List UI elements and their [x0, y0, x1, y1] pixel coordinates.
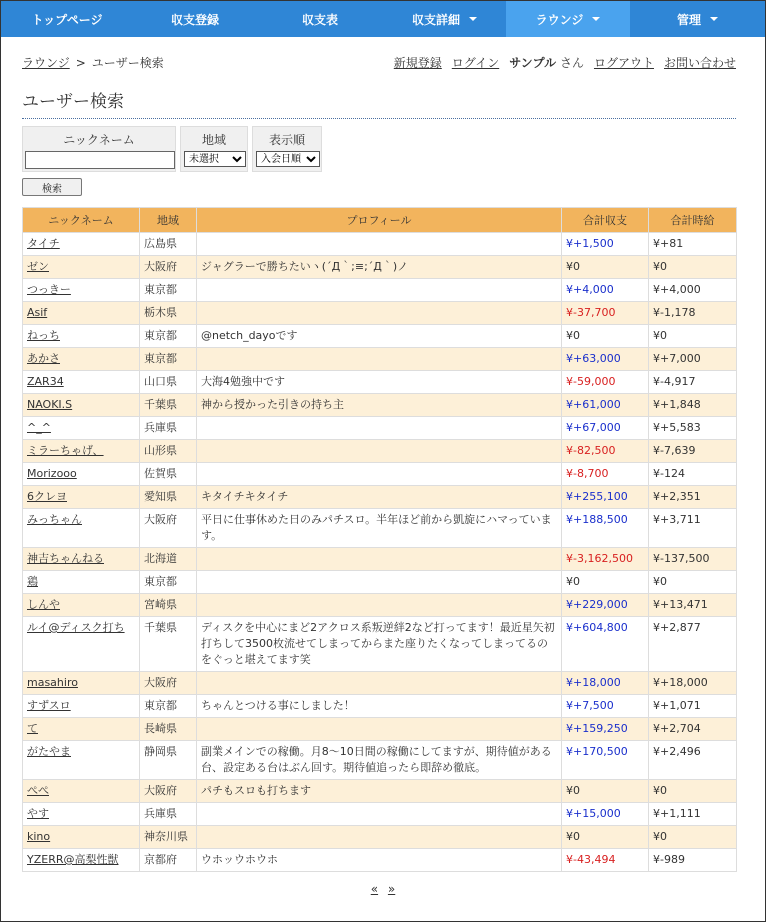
- total-cell: ¥+7,500: [562, 695, 649, 718]
- hourly-cell: ¥+18,000: [649, 672, 737, 695]
- total-cell: ¥0: [562, 571, 649, 594]
- nickname-cell: [23, 279, 140, 302]
- nickname-link[interactable]: みっちゃん: [27, 513, 82, 526]
- login-link[interactable]: ログイン: [451, 56, 500, 70]
- profile-cell: [197, 803, 562, 826]
- table-row: [23, 233, 737, 256]
- title-divider: [22, 118, 736, 119]
- nav-item-5[interactable]: [630, 1, 765, 37]
- hourly-cell: ¥-137,500: [649, 548, 737, 571]
- column-header: 合計時給: [649, 208, 737, 233]
- hourly-cell: ¥+81: [649, 233, 737, 256]
- profile-cell: ディスクを中心にまど2アクロス系叛逆絆2など打ってます！最近星矢初打ちして3500枚流せてしまってからまた座りたくなってしまってるのをぐっと堪えてます笑: [197, 617, 562, 672]
- hourly-cell: ¥0: [649, 256, 737, 279]
- profile-cell: [197, 279, 562, 302]
- profile-cell: [197, 233, 562, 256]
- total-cell: ¥+67,000: [562, 417, 649, 440]
- table-row: [23, 256, 737, 279]
- total-cell: ¥+63,000: [562, 348, 649, 371]
- hourly-cell: ¥-1,178: [649, 302, 737, 325]
- total-cell: ¥+159,250: [562, 718, 649, 741]
- table-row: [23, 394, 737, 417]
- total-cell: ¥0: [562, 325, 649, 348]
- table-row: [23, 548, 737, 571]
- profile-cell: キタイチキタイチ: [197, 486, 562, 509]
- total-cell: ¥+188,500: [562, 509, 649, 548]
- profile-cell: 大海4勉強中です: [197, 371, 562, 394]
- table-row: [23, 302, 737, 325]
- profile-cell: [197, 463, 562, 486]
- breadcrumb: [22, 54, 164, 71]
- total-cell: ¥+229,000: [562, 594, 649, 617]
- table-row: [23, 371, 737, 394]
- nickname-link[interactable]: すずスロ: [27, 699, 71, 712]
- region-cell: 北海道: [140, 548, 197, 571]
- pager-next-link[interactable]: »: [387, 882, 396, 896]
- nickname-cell: [23, 718, 140, 741]
- nickname-cell: [23, 548, 140, 571]
- table-header-row: [23, 208, 737, 233]
- contact-link[interactable]: お問い合わせ: [663, 56, 736, 70]
- total-cell: ¥+15,000: [562, 803, 649, 826]
- hourly-cell: ¥0: [649, 780, 737, 803]
- region-cell: 京都府: [140, 849, 197, 872]
- nickname-link[interactable]: やす: [27, 807, 49, 820]
- total-cell: ¥0: [562, 780, 649, 803]
- total-cell: ¥+1,500: [562, 233, 649, 256]
- account-links: [394, 54, 736, 71]
- profile-cell: [197, 548, 562, 571]
- order-filter-label: 表示順: [268, 133, 305, 147]
- nickname-link[interactable]: ミラーちゃげ、: [27, 444, 104, 457]
- hourly-cell: ¥+1,071: [649, 695, 737, 718]
- table-row: [23, 509, 737, 548]
- profile-cell: [197, 348, 562, 371]
- user-table: [22, 207, 737, 872]
- total-cell: ¥+61,000: [562, 394, 649, 417]
- table-row: [23, 486, 737, 509]
- total-cell: ¥-59,000: [562, 371, 649, 394]
- region-cell: 大阪府: [140, 509, 197, 548]
- profile-cell: [197, 594, 562, 617]
- nav-item-label: 収支表: [301, 12, 338, 27]
- nickname-link[interactable]: つっきー: [27, 283, 71, 296]
- nickname-cell: [23, 417, 140, 440]
- nickname-link[interactable]: あかさ: [27, 352, 60, 365]
- total-cell: ¥-43,494: [562, 849, 649, 872]
- table-row: [23, 826, 737, 849]
- nickname-link[interactable]: 神吉ちゃんねる: [27, 552, 104, 565]
- nickname-link[interactable]: タイチ: [27, 237, 60, 250]
- caret-down-icon: [592, 17, 600, 21]
- nickname-cell: [23, 394, 140, 417]
- page-title: ユーザー検索: [22, 92, 124, 112]
- region-cell: 東京都: [140, 695, 197, 718]
- nickname-link[interactable]: しんや: [27, 598, 60, 611]
- hourly-cell: ¥+13,471: [649, 594, 737, 617]
- nickname-cell: [23, 371, 140, 394]
- hourly-cell: ¥+5,583: [649, 417, 737, 440]
- total-cell: ¥-8,700: [562, 463, 649, 486]
- nav-item-label: トップページ: [31, 12, 103, 27]
- nav-item-1[interactable]: [133, 1, 257, 37]
- table-row: [23, 440, 737, 463]
- column-header: ニックネーム: [23, 208, 140, 233]
- region-filter-label: 地域: [201, 133, 226, 147]
- nickname-cell: [23, 617, 140, 672]
- nickname-filter: [22, 126, 176, 172]
- nickname-link[interactable]: ゼン: [27, 260, 49, 273]
- hourly-cell: ¥+2,704: [649, 718, 737, 741]
- nickname-cell: [23, 302, 140, 325]
- table-row: [23, 849, 737, 872]
- table-row: [23, 695, 737, 718]
- profile-cell: [197, 417, 562, 440]
- nickname-cell: [23, 695, 140, 718]
- nickname-link[interactable]: ルイ@ディスク打ち: [27, 621, 125, 634]
- pager: [0, 882, 766, 896]
- region-cell: 千葉県: [140, 617, 197, 672]
- nickname-cell: [23, 463, 140, 486]
- pager-prev-link[interactable]: «: [370, 882, 379, 896]
- nickname-link[interactable]: ZAR34: [27, 375, 64, 388]
- nickname-link[interactable]: YZERR@高梨性獣: [27, 853, 119, 866]
- total-cell: ¥+604,800: [562, 617, 649, 672]
- profile-cell: [197, 440, 562, 463]
- nickname-cell: [23, 741, 140, 780]
- hourly-cell: ¥+3,711: [649, 509, 737, 548]
- nickname-filter-label: ニックネーム: [63, 133, 135, 147]
- nickname-cell: [23, 256, 140, 279]
- region-cell: 広島県: [140, 233, 197, 256]
- region-cell: 兵庫県: [140, 803, 197, 826]
- hourly-cell: ¥0: [649, 571, 737, 594]
- breadcrumb-separator: >: [75, 56, 86, 70]
- nickname-link[interactable]: masahiro: [27, 676, 78, 689]
- breadcrumb-lounge-link[interactable]: ラウンジ: [22, 56, 70, 70]
- nickname-cell: [23, 440, 140, 463]
- nickname-link[interactable]: ねっち: [27, 329, 60, 342]
- profile-cell: [197, 826, 562, 849]
- nickname-link[interactable]: て: [27, 722, 38, 735]
- hourly-cell: ¥0: [649, 826, 737, 849]
- region-cell: 宮崎県: [140, 594, 197, 617]
- profile-cell: 神から授かった引きの持ち主: [197, 394, 562, 417]
- nickname-input[interactable]: [25, 151, 175, 169]
- nav-item-label: ラウンジ: [535, 12, 584, 27]
- region-cell: 大阪府: [140, 672, 197, 695]
- nav-item-2[interactable]: [257, 1, 383, 37]
- nickname-cell: [23, 486, 140, 509]
- hourly-cell: ¥+2,877: [649, 617, 737, 672]
- nickname-link[interactable]: ぺぺ: [27, 784, 49, 797]
- region-cell: 大阪府: [140, 256, 197, 279]
- table-row: [23, 718, 737, 741]
- nav-item-label: 収支登録: [170, 12, 219, 27]
- nickname-link[interactable]: Asif: [27, 306, 48, 319]
- profile-cell: パチもスロも打ちます: [197, 780, 562, 803]
- user-suffix: さん: [559, 56, 584, 70]
- column-header: プロフィール: [197, 208, 562, 233]
- total-cell: ¥+4,000: [562, 279, 649, 302]
- total-cell: ¥+170,500: [562, 741, 649, 780]
- table-row: [23, 463, 737, 486]
- nickname-cell: [23, 325, 140, 348]
- nickname-cell: [23, 571, 140, 594]
- total-cell: ¥-37,700: [562, 302, 649, 325]
- nickname-link[interactable]: ^_^: [27, 421, 51, 434]
- nickname-cell: [23, 780, 140, 803]
- table-row: [23, 279, 737, 302]
- hourly-cell: ¥+1,111: [649, 803, 737, 826]
- table-row: [23, 803, 737, 826]
- profile-cell: 副業メインでの稼働。月8〜10日間の稼働にしてますが、期待値がある台、設定ある台はぶん回す。期待値追ったら即辞め徹底。: [197, 741, 562, 780]
- total-cell: ¥0: [562, 826, 649, 849]
- nav-item-label: 収支詳細: [411, 12, 460, 27]
- region-cell: 愛知県: [140, 486, 197, 509]
- nickname-cell: [23, 672, 140, 695]
- nav-item-4[interactable]: [506, 1, 630, 37]
- profile-cell: [197, 571, 562, 594]
- nickname-link[interactable]: 6クレヨ: [27, 490, 67, 503]
- nickname-cell: [23, 594, 140, 617]
- region-cell: 千葉県: [140, 394, 197, 417]
- total-cell: ¥-82,500: [562, 440, 649, 463]
- hourly-cell: ¥+2,351: [649, 486, 737, 509]
- table-row: [23, 417, 737, 440]
- caret-down-icon: [710, 17, 718, 21]
- nav-item-3[interactable]: [383, 1, 506, 37]
- hourly-cell: ¥+7,000: [649, 348, 737, 371]
- hourly-cell: ¥+2,496: [649, 741, 737, 780]
- region-select[interactable]: [184, 151, 246, 167]
- table-row: [23, 594, 737, 617]
- nickname-cell: [23, 233, 140, 256]
- caret-down-icon: [469, 17, 477, 21]
- region-cell: 神奈川県: [140, 826, 197, 849]
- order-select[interactable]: [256, 151, 320, 167]
- nickname-cell: [23, 509, 140, 548]
- nav-item-0[interactable]: [1, 1, 133, 37]
- profile-cell: ジャグラーで勝ちたいヽ(´Д｀;≡;´Д｀)ノ: [197, 256, 562, 279]
- search-button[interactable]: 検索: [22, 178, 82, 196]
- nickname-link[interactable]: Morizooo: [27, 467, 77, 480]
- profile-cell: ちゃんとつける事にしました！: [197, 695, 562, 718]
- logout-link[interactable]: ログアウト: [593, 56, 654, 70]
- region-cell: 長崎県: [140, 718, 197, 741]
- nickname-cell: [23, 826, 140, 849]
- profile-cell: 平日に仕事休めた日のみパチスロ。半年ほど前から凱旋にハマっています。: [197, 509, 562, 548]
- column-header: 合計収支: [562, 208, 649, 233]
- nickname-cell: [23, 803, 140, 826]
- table-row: [23, 617, 737, 672]
- total-cell: ¥+255,100: [562, 486, 649, 509]
- hourly-cell: ¥0: [649, 325, 737, 348]
- table-row: [23, 741, 737, 780]
- total-cell: ¥-3,162,500: [562, 548, 649, 571]
- region-cell: 大阪府: [140, 780, 197, 803]
- hourly-cell: ¥+4,000: [649, 279, 737, 302]
- profile-cell: [197, 718, 562, 741]
- nickname-link[interactable]: kino: [27, 830, 51, 843]
- column-header: 地域: [140, 208, 197, 233]
- total-cell: ¥0: [562, 256, 649, 279]
- user-name: サンプル: [509, 56, 557, 70]
- hourly-cell: ¥+1,848: [649, 394, 737, 417]
- table-row: [23, 780, 737, 803]
- table-row: [23, 325, 737, 348]
- region-cell: 兵庫県: [140, 417, 197, 440]
- profile-cell: @netch_dayoです: [197, 325, 562, 348]
- region-cell: 静岡県: [140, 741, 197, 780]
- table-row: [23, 348, 737, 371]
- total-cell: ¥+18,000: [562, 672, 649, 695]
- nickname-cell: [23, 348, 140, 371]
- region-filter: [180, 126, 248, 172]
- register-link[interactable]: 新規登録: [393, 56, 442, 70]
- hourly-cell: ¥-7,639: [649, 440, 737, 463]
- nickname-cell: [23, 849, 140, 872]
- region-cell: 東京都: [140, 279, 197, 302]
- table-row: [23, 672, 737, 695]
- region-cell: 栃木県: [140, 302, 197, 325]
- profile-cell: ウホッウホウホ: [197, 849, 562, 872]
- hourly-cell: ¥-989: [649, 849, 737, 872]
- region-cell: 佐賀県: [140, 463, 197, 486]
- profile-cell: [197, 302, 562, 325]
- breadcrumb-current: ユーザー検索: [91, 56, 164, 70]
- region-cell: 山口県: [140, 371, 197, 394]
- region-cell: 東京都: [140, 571, 197, 594]
- nickname-link[interactable]: 鶏: [27, 575, 38, 588]
- nav-item-label: 管理: [676, 12, 701, 27]
- hourly-cell: ¥-124: [649, 463, 737, 486]
- profile-cell: [197, 672, 562, 695]
- nickname-link[interactable]: がたやま: [27, 745, 71, 758]
- order-filter: [252, 126, 322, 172]
- table-row: [23, 571, 737, 594]
- user-greeting: [509, 54, 584, 71]
- region-cell: 東京都: [140, 325, 197, 348]
- region-cell: 東京都: [140, 348, 197, 371]
- main-nav: [1, 1, 765, 37]
- nickname-link[interactable]: NAOKI.S: [27, 398, 73, 411]
- region-cell: 山形県: [140, 440, 197, 463]
- hourly-cell: ¥-4,917: [649, 371, 737, 394]
